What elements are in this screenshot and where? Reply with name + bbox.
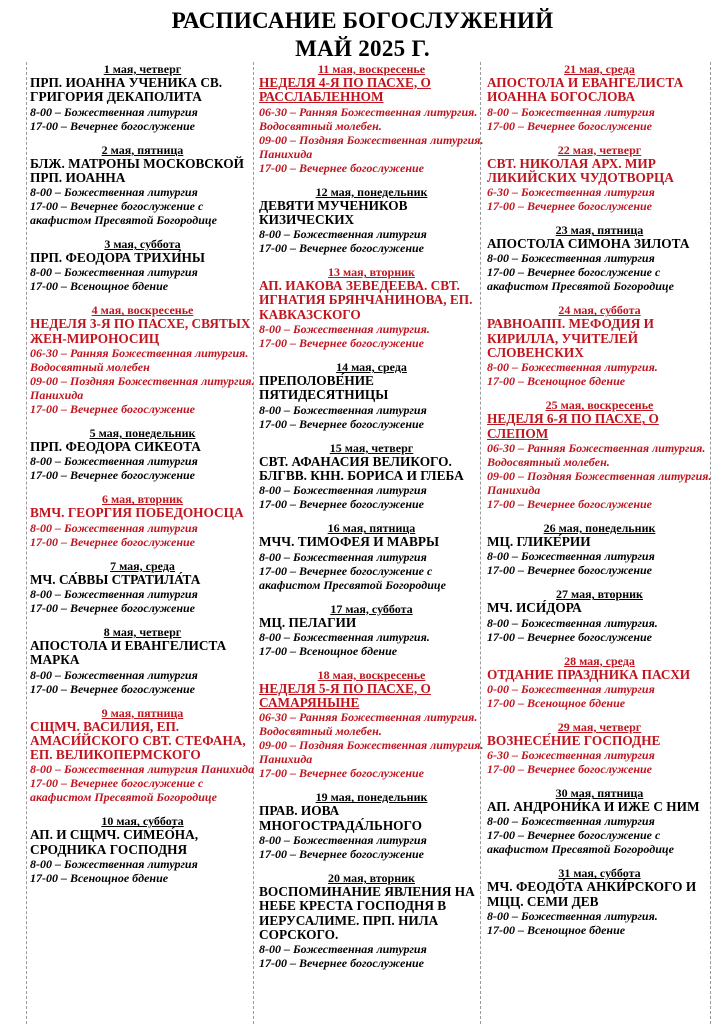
day-entry [30,625,255,696]
day-entry [487,303,712,388]
day-entry [30,706,255,805]
day-date: 31 мая, суббота [558,866,641,881]
service-line: 17-00 – Всенощное бдение [30,871,169,886]
service-line: 06-30 – Ранняя Божественная литургия. Водосвятный молебен. [259,710,478,739]
feast-name: МЧ. СА́ВВЫ СТРАТИЛА́ТА [30,571,201,587]
service-line: 17-00 – Вечернее богослужение [30,468,195,483]
service-line: 17-00 – Вечернее богослужение [487,629,652,644]
day-entry [487,521,712,577]
service-line: 8-00 – Божественная литургия [259,942,427,957]
day-date: 30 мая, пятница [555,786,644,801]
day-date: 14 мая, среда [336,360,407,375]
service-line: 8-00 – Божественная литургия [30,185,198,200]
service-line: 8-00 – Божественная литургия Панихида [30,762,255,777]
service-line: 17-00 – Вечернее богослужение [259,847,424,862]
day-date: 26 мая, понедельник [543,520,656,535]
day-entry [259,441,484,512]
day-entry [487,786,712,856]
day-date: 1 мая, четверг [103,62,182,76]
day-entry [30,559,255,615]
service-line: 17-00 – Вечернее богослужение с акафистом Пресвятой Богородице [487,828,674,857]
day-entry [259,521,484,591]
feast-name: НЕДЕЛЯ 6-Я ПО ПАСХЕ, О СЛЕПОМ [487,411,659,441]
service-line: 8-00 – Божественная литургия. [487,360,658,375]
schedule-column-3 [487,62,712,1024]
service-line: 06-30 – Ранняя Божественная литургия. Водосвятный молебен. [259,104,478,133]
service-line: 17-00 – Вечернее богослужение [487,199,652,214]
feast-name: ПРП. ФЕОДОРА СИКЕОТА [30,439,201,455]
feast-name: АПОСТОЛА И ЕВАНГЕЛИСТА ИОАННА БОГОСЛОВА [487,75,684,105]
day-date: 9 мая, пятница [101,705,184,720]
feast-name: СВТ. АФАНАСИЯ ВЕЛИКОГО. БЛГВВ. КНН. БОРИСА И ГЛЕБА [259,453,464,483]
service-line: 17-00 – Вечернее богослужение [259,160,424,175]
service-line: 17-00 – Вечернее богослужение [30,600,195,615]
service-line: 17-00 – Вечернее богослужение с акафистом Пресвятой Богородице [487,265,674,294]
service-line: 8-00 – Божественная литургия [259,402,427,417]
service-line: 8-00 – Божественная литургия [30,857,198,872]
day-date: 21 мая, среда [564,62,635,76]
feast-name: РАВНОАПП. МЕФОДИЯ И КИРИЛЛА, УЧИТЕЛЕЙ СЛОВЕНСКИХ [487,316,654,361]
feast-name: ВОЗНЕСЕ́НИЕ ГОСПОДНЕ [487,732,661,748]
day-entry [487,720,712,776]
feast-name: ВМЧ. ГЕОРГИЯ ПОБЕДОНОСЦА [30,505,244,521]
service-line: 8-00 – Божественная литургия. [487,909,658,924]
day-date: 4 мая, воскресенье [91,303,194,318]
day-entry [259,871,484,970]
service-line: 8-00 – Божественная литургия [487,251,655,266]
feast-name: СВТ. НИКОЛАЯ АРХ. МИР ЛИКИЙСКИХ ЧУДОТВОРЦА [487,155,674,185]
service-line: 8-00 – Божественная литургия [259,483,427,498]
day-entry [259,360,484,431]
day-entry [259,668,484,781]
day-date: 13 мая, вторник [328,265,415,280]
service-line: 17-00 – Вечернее богослужение [30,118,195,133]
day-date: 11 мая, воскресенье [317,62,426,76]
service-line: 8-00 – Божественная литургия [30,104,198,119]
service-line: 17-00 – Всенощное бдение [487,923,626,938]
day-date: 29 мая, четверг [557,719,642,734]
service-line: 17-00 – Вечернее богослужение [259,497,424,512]
day-date: 6 мая, вторник [102,492,183,507]
service-line: 09-00 – Поздняя Божественная литургия. Панихида [30,374,255,403]
service-line: 17-00 – Вечернее богослужение [487,496,652,511]
service-line: 8-00 – Божественная литургия. [259,629,430,644]
service-line: 17-00 – Вечернее богослужение с акафистом Пресвятой Богородице [30,199,217,228]
day-date: 16 мая, пятница [327,521,416,536]
service-line: 8-00 – Божественная литургия [30,667,198,682]
day-date: 22 мая, четверг [557,142,642,157]
day-date: 23 мая, пятница [555,223,644,238]
service-line: 09-00 – Поздняя Божественная литургия. Панихида [487,468,712,497]
service-line: 8-00 – Божественная литургия [487,814,655,829]
service-line: 06-30 – Ранняя Божественная литургия. Водосвятный молебен [30,346,249,375]
day-date: 24 мая, суббота [558,303,641,318]
day-entry [487,223,712,293]
service-line: 8-00 – Божественная литургия [259,833,427,848]
service-line: 8-00 – Божественная литургия [30,520,198,535]
service-line: 17-00 – Всенощное бдение [487,695,626,710]
column-divider [26,62,27,1024]
day-date: 15 мая, четверг [329,440,414,455]
service-line: 8-00 – Божественная литургия. [487,615,658,630]
day-entry [487,398,712,511]
feast-name: АП. ИАКОВА ЗЕВЕДЕЕВА. СВТ. ИГНАТИЯ БРЯНЧАНИНОВА, ЕП. КАВКАЗСКОГО [259,278,473,322]
service-line: 17-00 – Всенощное бдение [30,279,169,294]
service-line: 17-00 – Вечернее богослужение [30,534,195,549]
service-line: 09-00 – Поздняя Божественная литургия. Панихида [259,738,484,767]
day-entry [30,814,255,885]
day-date: 12 мая, понедельник [315,184,428,199]
service-line: 6-30 – Божественная литургия [487,185,655,200]
feast-name: МЧЧ. ТИМОФЕЯ И МАВРЫ [259,534,440,550]
service-line: 6-30 – Божественная литургия [487,748,655,763]
day-date: 19 мая, понедельник [315,790,428,805]
day-entry [30,62,255,133]
service-line: 0-00 – Божественная литургия [487,681,655,696]
day-entry [487,654,712,710]
page-subtitle: МАЙ 2025 Г. [295,36,430,61]
service-line: 17-00 – Всенощное бдение [259,643,398,658]
day-entry [487,587,712,643]
service-line: 8-00 – Божественная литургия [487,104,655,119]
service-line: 17-00 – Вечернее богослужение [30,402,195,417]
day-entry [30,303,255,416]
service-line: 8-00 – Божественная литургия [30,265,198,280]
feast-name: МЦ. ПЕЛАГИИ [259,614,357,630]
day-date: 8 мая, четверг [103,624,182,639]
day-date: 20 мая, вторник [328,871,415,886]
page-title: РАСПИСАНИЕ БОГОСЛУЖЕНИЙ [171,8,554,33]
day-date: 5 мая, понедельник [89,426,196,441]
day-entry [30,426,255,482]
feast-name: АПОСТОЛА СИМОНА ЗИЛОТА [487,236,690,252]
day-date: 3 мая, суббота [104,237,181,252]
service-line: 17-00 – Вечернее богослужение [487,762,652,777]
service-line: 8-00 – Божественная литургия [30,586,198,601]
service-line: 8-00 – Божественная литургия [259,227,427,242]
service-line: 17-00 – Вечернее богослужение с акафистом Пресвятой Богородице [30,776,217,805]
service-line: 8-00 – Божественная литургия [487,549,655,564]
service-line: 17-00 – Вечернее богослужение [259,241,424,256]
service-line: 8-00 – Божественная литургия [259,549,427,564]
feast-name: АПОСТОЛА И ЕВАНГЕЛИСТА МАРКА [30,637,227,668]
feast-name: ПРАВ. ИОВА МНОГОСТРАДА́ЛЬНОГО [259,803,422,833]
day-entry [30,237,255,293]
day-entry [487,62,712,133]
day-date: 10 мая, суббота [101,814,184,829]
feast-name: ПРП. ФЕОДОРА ТРИХИ́НЫ [30,250,205,266]
day-date: 27 мая, вторник [556,587,643,602]
service-line: 17-00 – Вечернее богослужение [487,118,652,133]
feast-name: МЧ. ИСИ́ДОРА [487,600,582,616]
day-date: 18 мая, воскресенье [317,667,426,682]
feast-name: МЧ. ФЕОДО́ТА АНКИ́РСКОГО И МЦЦ. СЕМИ ДЕВ [487,879,697,909]
day-date: 2 мая, пятница [101,142,184,157]
service-line: 17-00 – Вечернее богослужение [487,563,652,578]
service-line: 06-30 – Ранняя Божественная литургия. Водосвятный молебен. [487,440,706,469]
feast-name: СЩМЧ. ВАСИЛИЯ, ЕП. АМАСИ́ЙСКОГО СВТ. СТЕФАНА, ЕП. ВЕЛИКОПЕРМСКОГО [30,718,246,763]
day-entry [259,185,484,256]
service-line: 17-00 – Вечернее богослужение с акафистом Пресвятой Богородице [259,563,446,592]
service-line: 17-00 – Вечернее богослужение [259,416,424,431]
feast-name: АП. АНДРОНИ́КА И ИЖЕ С НИМ [487,799,700,815]
day-entry [30,143,255,228]
day-entry [259,790,484,861]
feast-name: ВОСПОМИНАНИЕ ЯВЛЕНИЯ НА НЕБЕ КРЕСТА ГОСПОДНЯ В ИЕРУСАЛИМЕ. ПРП. НИЛА СОРСКОГО. [259,884,475,942]
day-entry [259,602,484,658]
schedule-column-1 [30,62,255,1024]
feast-name: ПРП. ИОАННА УЧЕНИКА СВ. ГРИГОРИЯ ДЕКАПОЛИТА [30,75,223,105]
service-line: 8-00 – Божественная литургия. [259,322,430,337]
feast-name: ОТДАНИЕ ПРАЗДНИКА ПАСХИ [487,666,691,682]
service-line: 17-00 – Вечернее богослужение [259,336,424,351]
day-date: 17 мая, суббота [330,601,413,616]
feast-name: НЕДЕЛЯ 5-Я ПО ПАСХЕ, О САМАРЯНЫНЕ [259,680,431,711]
feast-name: ДЕВЯТИ МУЧЕНИКОВ КИЗИЧЕСКИХ [259,197,408,227]
service-line: 09-00 – Поздняя Божественная литургия. Панихида [259,132,484,161]
service-line: 8-00 – Божественная литургия [30,454,198,469]
feast-name: МЦ. ГЛИКЕ́РИИ [487,533,591,549]
schedule-column-2 [259,62,484,1024]
feast-name: АП. И СЩМЧ. СИМЕО́НА, СРОДНИКА ГОСПОДНЯ [30,827,199,857]
day-entry [30,492,255,548]
day-entry [487,866,712,937]
service-line: 17-00 – Вечернее богослужение [259,766,424,781]
service-line: 17-00 – Всенощное бдение [487,374,626,389]
day-date: 25 мая, воскресенье [545,398,654,413]
day-date: 7 мая, среда [110,558,175,573]
feast-name: ПРЕПОЛОВЕ́НИЕ ПЯТИДЕСЯТНИЦЫ [259,373,389,403]
day-entry [487,143,712,214]
feast-name: НЕДЕЛЯ 4-Я ПО ПАСХЕ, О РАССЛАБЛЕННОМ [259,75,431,105]
day-entry [259,265,484,350]
service-line: 17-00 – Вечернее богослужение [30,681,195,696]
day-entry [259,62,484,175]
day-date: 28 мая, среда [564,653,635,668]
feast-name: БЛЖ. МАТРОНЫ МОСКОВСКОЙ ПРП. ИОАННА [30,155,244,185]
service-line: 17-00 – Вечернее богослужение [259,956,424,971]
feast-name: НЕДЕЛЯ 3-Я ПО ПАСХЕ, СВЯТЫХ ЖЕН-МИРОНОСИЦ [30,316,251,346]
